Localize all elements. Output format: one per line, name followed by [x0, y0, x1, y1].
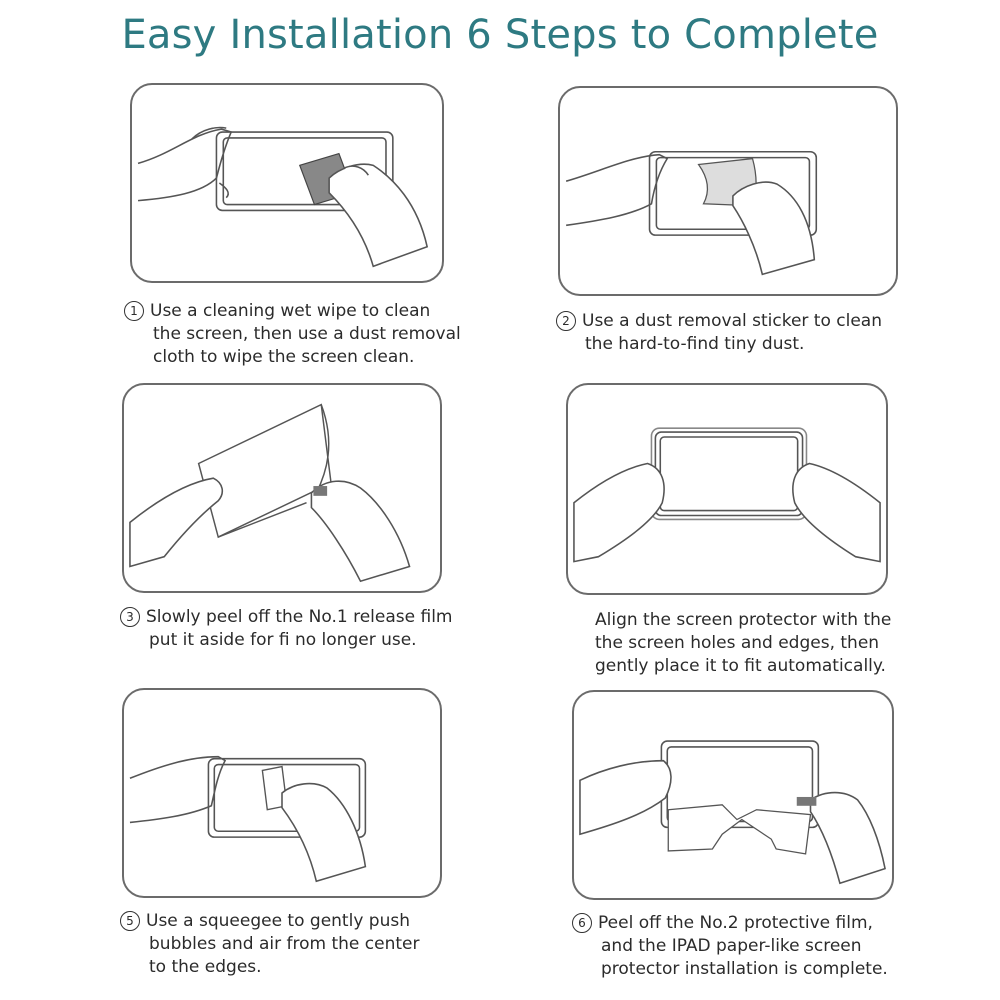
step-1-number: 1	[124, 301, 144, 321]
page-title: Easy Installation 6 Steps to Complete	[121, 12, 879, 58]
tablet-cleaning-illustration	[132, 85, 442, 281]
step-4-illustration	[566, 383, 888, 595]
step-5-caption	[120, 910, 419, 979]
peel-protective-film-illustration	[574, 692, 892, 898]
step-5-line-2: bubbles and air from the center	[149, 934, 420, 954]
step-3-line-2: put it aside for fi no longer use.	[149, 630, 417, 650]
step-5-illustration	[122, 688, 442, 898]
step-4-line-1: Align the screen protector with the	[595, 610, 892, 630]
step-2-number: 2	[556, 311, 576, 331]
step-3-number: 3	[120, 607, 140, 627]
step-6-illustration	[572, 690, 894, 900]
peel-film-illustration	[124, 385, 440, 591]
step-2-caption	[556, 310, 882, 356]
step-1-caption	[124, 300, 461, 369]
step-5-number: 5	[120, 911, 140, 931]
step-6-line-3: protector installation is complete.	[601, 959, 888, 979]
align-protector-illustration	[568, 385, 886, 593]
step-1-line-3: cloth to wipe the screen clean.	[153, 347, 415, 367]
step-2-line-1: Use a dust removal sticker to clean	[582, 311, 882, 331]
step-3-line-1: Slowly peel off the No.1 release film	[146, 607, 453, 627]
step-5-line-1: Use a squeegee to gently push	[146, 911, 410, 931]
step-1-line-1: Use a cleaning wet wipe to clean	[150, 301, 431, 321]
squeegee-illustration	[124, 690, 440, 896]
step-3-illustration	[122, 383, 442, 593]
step-6-line-2: and the IPAD paper-like screen	[601, 936, 862, 956]
step-6-line-1: Peel off the No.2 protective film,	[598, 913, 873, 933]
step-6-number: 6	[572, 913, 592, 933]
step-2-illustration	[558, 86, 898, 296]
step-4-line-3: gently place it to fit automatically.	[595, 656, 886, 676]
step-5-line-3: to the edges.	[149, 957, 262, 977]
step-6-caption	[572, 912, 888, 981]
step-4-caption	[595, 609, 891, 678]
step-1-illustration	[130, 83, 444, 283]
step-3-caption	[120, 606, 453, 652]
step-4-line-2: the screen holes and edges, then	[595, 633, 880, 653]
step-2-line-2: the hard-to-find tiny dust.	[585, 334, 805, 354]
step-1-line-2: the screen, then use a dust removal	[153, 324, 461, 344]
dust-sticker-illustration	[560, 88, 896, 294]
